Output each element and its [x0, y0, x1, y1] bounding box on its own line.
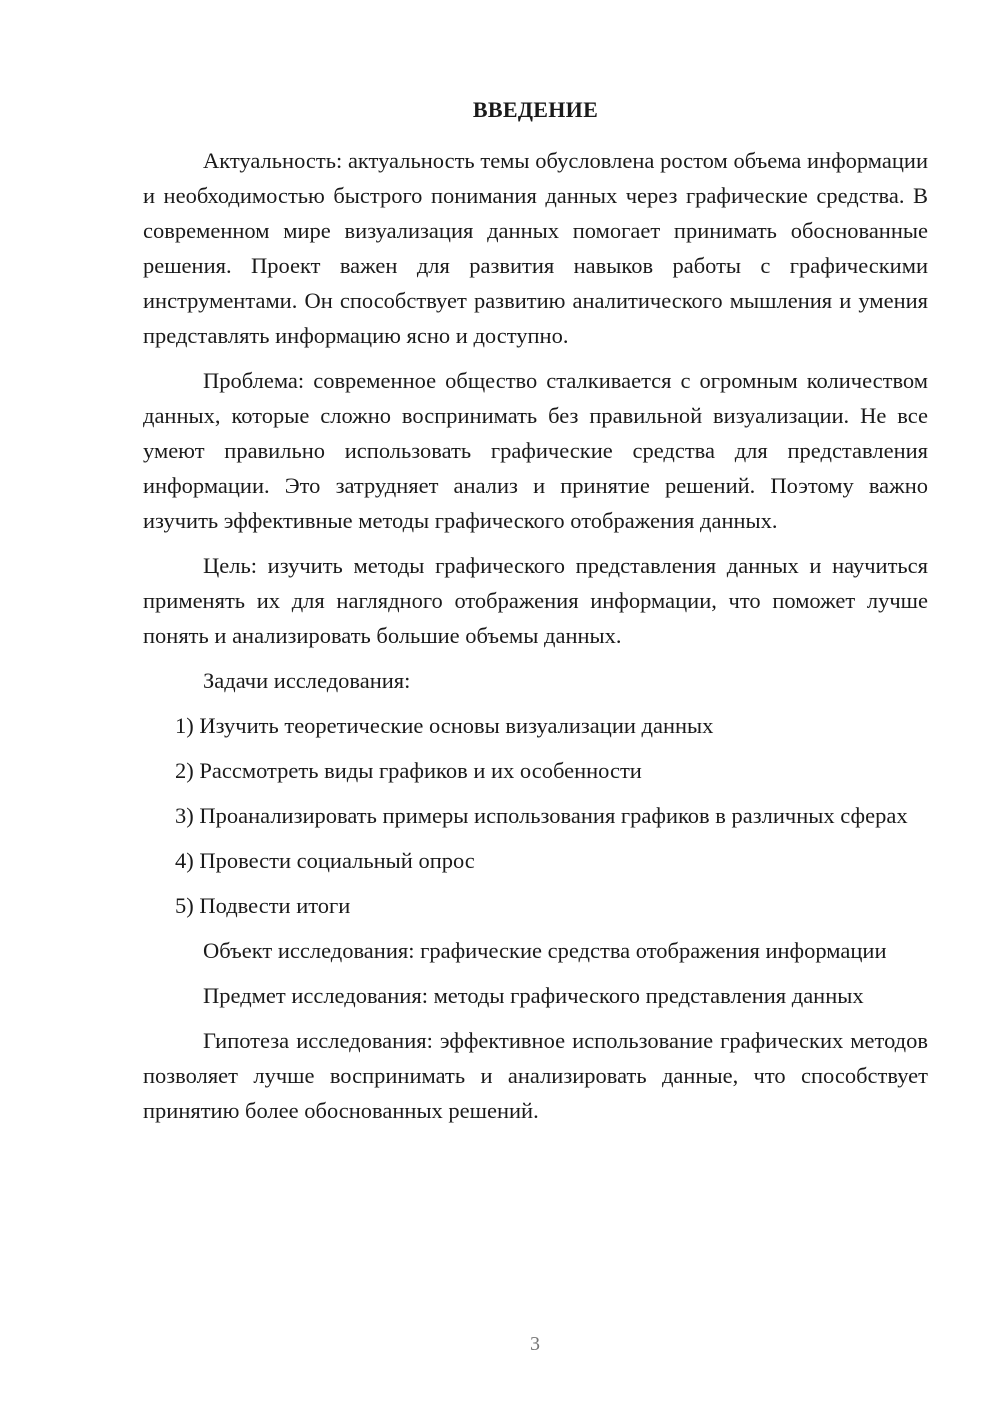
document-body: [143, 143, 928, 1138]
paragraph-hypothesis: Гипотеза исследования: эффективное использование графических методов позволяет лучше воспринимать и анализировать данные, что способствует принятию более обоснованных решений.: [143, 1028, 928, 1123]
tasks-heading: Задачи исследования:: [203, 668, 411, 693]
paragraph-relevance: Актуальность: актуальность темы обусловлена ростом объема информации и необходимостью быстрого понимания данных через графические средства. В современном мире визуализация данных помогает принимать обоснованные решения. Проект важен для развития навыков работы с графическими инструментами. Он способствует развитию аналитического мышления и умения представлять информацию ясно и доступно.: [143, 148, 928, 348]
paragraph-subject: Предмет исследования: методы графического представления данных: [203, 983, 864, 1008]
task-item-4: 4) Провести социальный опрос: [175, 848, 475, 873]
page-number: 3: [530, 1333, 540, 1355]
paragraph-object: Объект исследования: графические средства отображения информации: [203, 938, 887, 963]
task-item-5: 5) Подвести итоги: [175, 893, 351, 918]
section-title: ВВЕДЕНИЕ: [472, 97, 599, 122]
paragraph-goal: Цель: изучить методы графического представления данных и научиться применять их для наглядного отображения информации, что поможет лучше понять и анализировать большие объемы данных.: [143, 553, 928, 648]
paragraph-problem: Проблема: современное общество сталкивается с огромным количеством данных, которые сложно воспринимать без правильной визуализации. Не все умеют правильно использовать графические средства для представления информации. Это затрудняет анализ и принятие решений. Поэтому важно изучить эффективные методы графического отображения данных.: [143, 368, 928, 533]
task-item-2: 2) Рассмотреть виды графиков и их особенности: [175, 758, 642, 783]
task-item-3: 3) Проанализировать примеры использования графиков в различных сферах: [175, 803, 908, 828]
task-item-1: 1) Изучить теоретические основы визуализации данных: [175, 713, 714, 738]
